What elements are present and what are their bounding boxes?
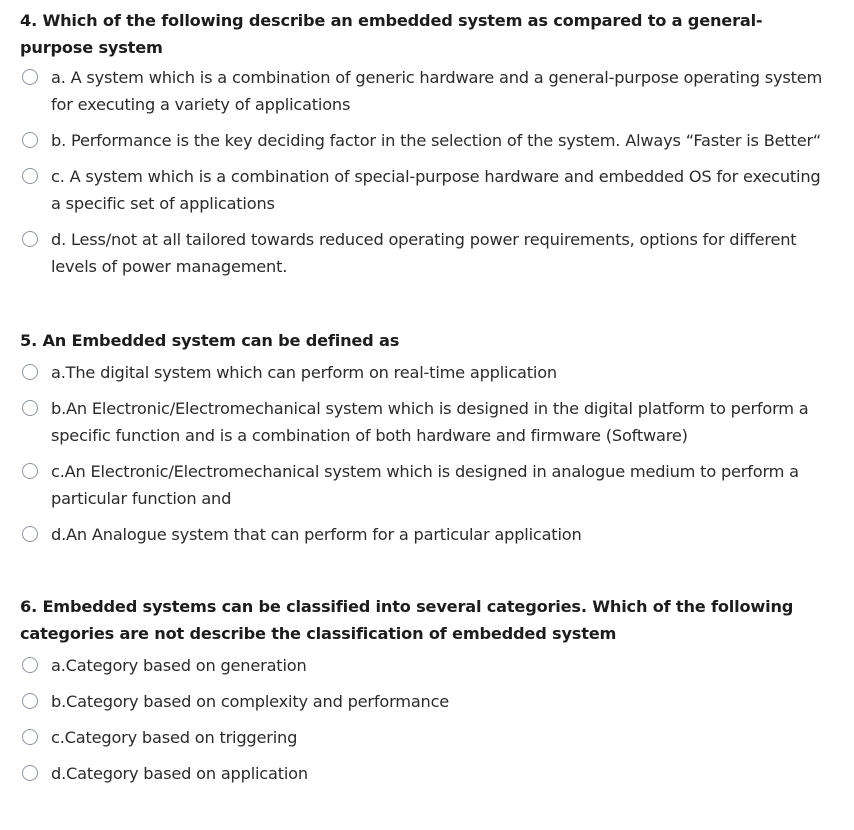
option-label: c.An Electronic/Electromechanical system which is designed in analogue medium to perform a particular function and: [51, 462, 799, 508]
radio-button[interactable]: [22, 693, 38, 709]
question-4-title: 4. Which of the following describe an embedded system as compared to a general-purpose system: [20, 11, 763, 57]
option-label: b.An Electronic/Electromechanical system which is designed in the digital platform to perform a specific function and is a combination of both hardware and firmware (Software): [51, 399, 809, 445]
question-4-option-d[interactable]: [20, 226, 825, 280]
option-label: d.Category based on application: [51, 764, 308, 783]
option-label: a. A system which is a combination of generic hardware and a general-purpose operating system for executing a variety of applications: [51, 68, 823, 114]
option-label: a.The digital system which can perform on real-time application: [51, 363, 557, 382]
radio-button[interactable]: [22, 729, 38, 745]
question-4-option-b[interactable]: [20, 127, 825, 154]
radio-button[interactable]: [22, 463, 38, 479]
question-6-option-a[interactable]: [20, 652, 825, 679]
question-5-option-b[interactable]: [20, 395, 825, 449]
option-label: c. A system which is a combination of special-purpose hardware and embedded OS for executing a specific set of applications: [51, 167, 821, 213]
radio-button[interactable]: [22, 231, 38, 247]
radio-button[interactable]: [22, 168, 38, 184]
option-label: d.An Analogue system that can perform for a particular application: [51, 525, 582, 544]
option-label: d. Less/not at all tailored towards reduced operating power requirements, options for different levels of power management.: [51, 230, 797, 276]
question-6-option-b[interactable]: [20, 688, 825, 715]
question-6: [20, 593, 825, 787]
question-4-option-a[interactable]: [20, 64, 825, 118]
question-4-option-c[interactable]: [20, 163, 825, 217]
question-6-option-d[interactable]: [20, 760, 825, 787]
radio-button[interactable]: [22, 132, 38, 148]
radio-button[interactable]: [22, 400, 38, 416]
radio-button[interactable]: [22, 364, 38, 380]
question-5-title: 5. An Embedded system can be defined as: [20, 331, 400, 350]
radio-button[interactable]: [22, 69, 38, 85]
radio-button[interactable]: [22, 657, 38, 673]
option-label: b. Performance is the key deciding factor in the selection of the system. Always “Faster is Better“: [51, 131, 822, 150]
question-6-title: 6. Embedded systems can be classified into several categories. Which of the following categories are not describe the classification of embedded system: [20, 597, 794, 643]
question-4: [20, 7, 825, 280]
question-5-option-a[interactable]: [20, 359, 825, 386]
question-5-option-c[interactable]: [20, 458, 825, 512]
option-label: c.Category based on triggering: [51, 728, 298, 747]
radio-button[interactable]: [22, 765, 38, 781]
option-label: b.Category based on complexity and performance: [51, 692, 450, 711]
radio-button[interactable]: [22, 526, 38, 542]
question-6-option-c[interactable]: [20, 724, 825, 751]
option-label: a.Category based on generation: [51, 656, 307, 675]
question-5-option-d[interactable]: [20, 521, 825, 548]
question-5: [20, 327, 825, 548]
